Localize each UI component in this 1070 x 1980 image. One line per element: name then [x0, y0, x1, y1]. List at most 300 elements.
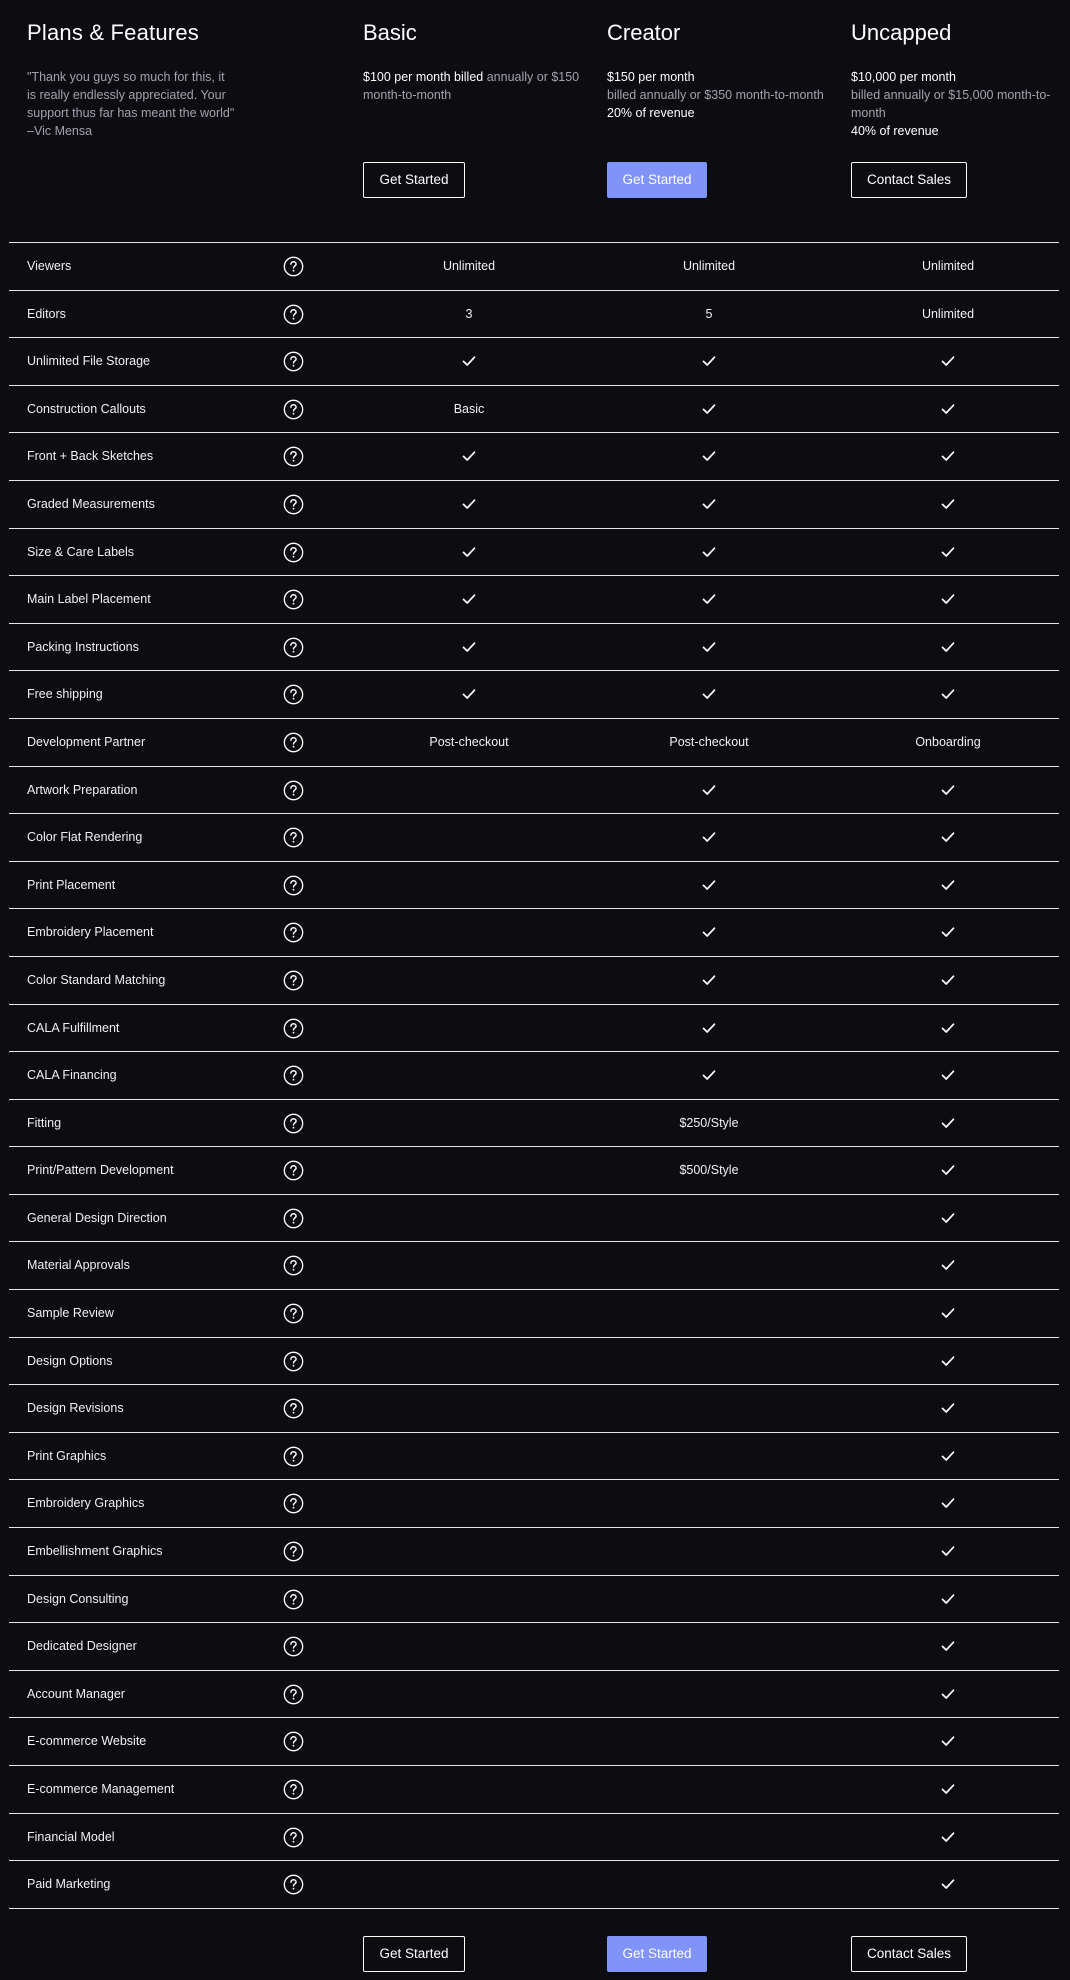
creator-included	[589, 814, 829, 860]
uncapped-included	[828, 1052, 1068, 1098]
checkmark-icon	[940, 1400, 956, 1416]
checkmark-icon	[940, 1876, 956, 1892]
uncapped-included	[828, 1528, 1068, 1574]
creator-not-included	[589, 1623, 829, 1669]
creator-not-included	[589, 1766, 829, 1812]
plan-price-main: $100 per month billed	[363, 70, 484, 84]
basic-not-included	[349, 1052, 589, 1098]
feature-label: Development Partner	[27, 734, 146, 749]
testimonial	[27, 68, 237, 140]
plan-price	[851, 68, 1061, 140]
checkmark-icon	[940, 1353, 956, 1369]
question-circle-icon[interactable]	[283, 1398, 304, 1419]
table-row	[9, 957, 1059, 1005]
uncapped-value	[828, 243, 1068, 289]
table-row	[9, 1623, 1059, 1671]
basic-not-included	[349, 1861, 589, 1907]
creator-not-included	[589, 1814, 829, 1860]
uncapped-value	[828, 719, 1068, 765]
creator-value	[589, 291, 829, 337]
creator-not-included	[589, 1242, 829, 1288]
feature-label: Dedicated Designer	[27, 1639, 137, 1654]
uncapped-included	[828, 1814, 1068, 1860]
checkmark-icon	[940, 1257, 956, 1273]
creator-included	[589, 862, 829, 908]
question-circle-icon[interactable]	[283, 1731, 304, 1752]
checkmark-icon	[701, 591, 717, 607]
page-title: Plans & Features	[27, 20, 199, 45]
creator-not-included	[589, 1718, 829, 1764]
cell-value: Unlimited	[921, 306, 975, 321]
table-row	[9, 1814, 1059, 1862]
checkmark-icon	[940, 353, 956, 369]
uncapped-included	[828, 862, 1068, 908]
uncapped-included	[828, 1623, 1068, 1669]
basic-included	[349, 481, 589, 527]
feature-label: Embellishment Graphics	[27, 1544, 163, 1559]
question-circle-icon[interactable]	[283, 684, 304, 705]
uncapped-included	[828, 1290, 1068, 1336]
plan-price-detail: billed annually or $350 month-to-month	[607, 88, 824, 102]
basic-included	[349, 576, 589, 622]
cell-value: 5	[705, 306, 713, 321]
cell-value: Unlimited	[682, 259, 736, 273]
table-row	[9, 1242, 1059, 1290]
cell-value: Unlimited	[921, 259, 975, 273]
checkmark-icon	[940, 877, 956, 893]
uncapped-included	[828, 1242, 1068, 1288]
cell-value: 3	[465, 306, 473, 321]
checkmark-icon	[701, 639, 717, 655]
question-circle-icon[interactable]	[283, 1351, 304, 1372]
question-circle-icon[interactable]	[283, 256, 304, 277]
plan-basic	[363, 20, 593, 104]
question-circle-icon[interactable]	[283, 1255, 304, 1276]
basic-not-included	[349, 1623, 589, 1669]
table-row	[9, 433, 1059, 481]
question-circle-icon[interactable]	[283, 1636, 304, 1657]
uncapped-included	[828, 1671, 1068, 1717]
creator-not-included	[589, 1385, 829, 1431]
creator-included	[589, 386, 829, 432]
creator-not-included	[589, 1671, 829, 1717]
basic-not-included	[349, 957, 589, 1003]
table-row	[9, 1100, 1059, 1148]
question-circle-icon[interactable]	[283, 1160, 304, 1181]
checkmark-icon	[940, 1067, 956, 1083]
checkmark-icon	[940, 972, 956, 988]
uncapped-included	[828, 338, 1068, 384]
basic-included	[349, 624, 589, 670]
cell-value: Basic	[453, 401, 485, 416]
table-row	[9, 1861, 1059, 1909]
uncapped-included	[828, 909, 1068, 955]
checkmark-icon	[940, 829, 956, 845]
checkmark-icon	[701, 877, 717, 893]
checkmark-icon	[940, 1829, 956, 1845]
question-circle-icon[interactable]	[283, 827, 304, 848]
question-circle-icon[interactable]	[283, 922, 304, 943]
table-row	[9, 481, 1059, 529]
uncapped-included	[828, 1195, 1068, 1241]
plan-price-main: $10,000 per month	[851, 70, 956, 84]
basic-value	[349, 719, 589, 765]
feature-label: General Design Direction	[27, 1210, 167, 1225]
question-circle-icon[interactable]	[283, 446, 304, 467]
creator-included	[589, 1052, 829, 1098]
basic-not-included	[349, 767, 589, 813]
feature-label: Material Approvals	[27, 1258, 130, 1273]
checkmark-icon	[701, 448, 717, 464]
feature-label: CALA Fulfillment	[27, 1020, 120, 1035]
question-circle-icon[interactable]	[283, 1018, 304, 1039]
checkmark-icon	[940, 1733, 956, 1749]
uncapped-included	[828, 1718, 1068, 1764]
basic-get-started-button-bottom[interactable]: Get Started	[363, 1936, 465, 1972]
plan-price	[363, 68, 593, 104]
table-row	[9, 576, 1059, 624]
feature-label: Free shipping	[27, 687, 103, 702]
basic-not-included	[349, 1766, 589, 1812]
table-row	[9, 291, 1059, 339]
table-row	[9, 1671, 1059, 1719]
question-circle-icon[interactable]	[283, 1113, 304, 1134]
creator-not-included	[589, 1480, 829, 1526]
question-circle-icon[interactable]	[283, 351, 304, 372]
basic-not-included	[349, 1147, 589, 1193]
basic-not-included	[349, 1528, 589, 1574]
plan-name: Creator	[607, 20, 681, 45]
feature-label: Construction Callouts	[27, 401, 146, 416]
table-row	[9, 386, 1059, 434]
basic-not-included	[349, 1290, 589, 1336]
checkmark-icon	[940, 401, 956, 417]
question-circle-icon[interactable]	[283, 542, 304, 563]
feature-label: Embroidery Placement	[27, 925, 154, 940]
checkmark-icon	[940, 639, 956, 655]
basic-included	[349, 529, 589, 575]
table-row	[9, 1338, 1059, 1386]
table-row	[9, 909, 1059, 957]
checkmark-icon	[461, 544, 477, 560]
basic-included	[349, 433, 589, 479]
feature-label: Sample Review	[27, 1306, 114, 1321]
feature-label: Design Options	[27, 1353, 113, 1368]
feature-label: Main Label Placement	[27, 592, 151, 607]
feature-label: Account Manager	[27, 1686, 125, 1701]
feature-label: Paid Marketing	[27, 1877, 111, 1892]
table-row	[9, 1433, 1059, 1481]
checkmark-icon	[940, 1543, 956, 1559]
checkmark-icon	[701, 829, 717, 845]
checkmark-icon	[940, 591, 956, 607]
uncapped-included	[828, 1385, 1068, 1431]
creator-not-included	[589, 1338, 829, 1384]
question-circle-icon[interactable]	[283, 780, 304, 801]
feature-label: Size & Care Labels	[27, 544, 135, 559]
creator-not-included	[589, 1195, 829, 1241]
checkmark-icon	[940, 782, 956, 798]
question-circle-icon[interactable]	[283, 1208, 304, 1229]
uncapped-included	[828, 1861, 1068, 1907]
table-row	[9, 529, 1059, 577]
table-row	[9, 862, 1059, 910]
basic-not-included	[349, 909, 589, 955]
creator-included	[589, 529, 829, 575]
basic-value	[349, 386, 589, 432]
checkmark-icon	[701, 496, 717, 512]
question-circle-icon[interactable]	[283, 589, 304, 610]
basic-not-included	[349, 1242, 589, 1288]
plan-price-detail: billed annually or $15,000 month-to-month	[851, 88, 1051, 120]
table-row	[9, 1052, 1059, 1100]
plan-name: Uncapped	[851, 20, 952, 45]
checkmark-icon	[940, 544, 956, 560]
question-circle-icon[interactable]	[283, 1446, 304, 1467]
basic-not-included	[349, 1005, 589, 1051]
feature-comparison-table	[9, 242, 1059, 1909]
question-circle-icon[interactable]	[283, 1589, 304, 1610]
checkmark-icon	[461, 591, 477, 607]
creator-included	[589, 338, 829, 384]
feature-label: E-commerce Management	[27, 1782, 175, 1796]
basic-not-included	[349, 1100, 589, 1146]
table-row	[9, 1576, 1059, 1624]
uncapped-included	[828, 1480, 1068, 1526]
uncapped-included	[828, 957, 1068, 1003]
basic-not-included	[349, 1814, 589, 1860]
table-row	[9, 671, 1059, 719]
basic-not-included	[349, 1671, 589, 1717]
table-row	[9, 1195, 1059, 1243]
basic-not-included	[349, 1338, 589, 1384]
plan-price-detail: annually or $150 month-to-month	[363, 70, 580, 102]
question-circle-icon[interactable]	[283, 1827, 304, 1848]
uncapped-included	[828, 529, 1068, 575]
uncapped-included	[828, 814, 1068, 860]
checkmark-icon	[701, 924, 717, 940]
basic-not-included	[349, 862, 589, 908]
plan-name: Basic	[363, 20, 417, 45]
feature-label: Editors	[27, 306, 66, 321]
checkmark-icon	[701, 1020, 717, 1036]
checkmark-icon	[461, 353, 477, 369]
creator-get-started-button-bottom[interactable]: Get Started	[607, 1936, 707, 1972]
cell-value: $250/Style	[679, 1115, 739, 1130]
cell-value: $500/Style	[679, 1163, 739, 1178]
feature-label: Color Standard Matching	[27, 972, 166, 987]
table-row	[9, 719, 1059, 767]
creator-value	[589, 1100, 829, 1146]
uncapped-included	[828, 433, 1068, 479]
cell-value: Post-checkout	[669, 734, 749, 749]
uncapped-included	[828, 671, 1068, 717]
checkmark-icon	[701, 972, 717, 988]
creator-included	[589, 671, 829, 717]
checkmark-icon	[701, 401, 717, 417]
checkmark-icon	[701, 686, 717, 702]
checkmark-icon	[940, 1448, 956, 1464]
basic-not-included	[349, 1576, 589, 1622]
checkmark-icon	[461, 639, 477, 655]
creator-included	[589, 957, 829, 1003]
feature-label: Print Graphics	[27, 1448, 107, 1463]
creator-included	[589, 909, 829, 955]
feature-label: Print/Pattern Development	[27, 1163, 174, 1178]
creator-value	[589, 719, 829, 765]
feature-label: Color Flat Rendering	[27, 830, 143, 845]
checkmark-icon	[940, 1591, 956, 1607]
plan-revenue-share: 40% of revenue	[851, 124, 939, 138]
basic-not-included	[349, 1718, 589, 1764]
uncapped-value	[828, 291, 1068, 337]
checkmark-icon	[940, 1115, 956, 1131]
checkmark-icon	[940, 1020, 956, 1036]
question-circle-icon[interactable]	[283, 1065, 304, 1086]
creator-not-included	[589, 1290, 829, 1336]
question-circle-icon[interactable]	[283, 1493, 304, 1514]
plan-uncapped	[851, 20, 1061, 140]
plan-creator	[607, 20, 837, 122]
checkmark-icon	[940, 1781, 956, 1797]
basic-not-included	[349, 814, 589, 860]
checkmark-icon	[701, 544, 717, 560]
cell-value: Post-checkout	[429, 734, 509, 749]
creator-included	[589, 1005, 829, 1051]
creator-included	[589, 624, 829, 670]
question-circle-icon[interactable]	[283, 1684, 304, 1705]
checkmark-icon	[701, 782, 717, 798]
checkmark-icon	[940, 686, 956, 702]
question-circle-icon[interactable]	[283, 637, 304, 658]
basic-not-included	[349, 1480, 589, 1526]
basic-value	[349, 243, 589, 289]
checkmark-icon	[940, 1686, 956, 1702]
plan-revenue-share: 20% of revenue	[607, 106, 695, 120]
cell-value: Onboarding	[915, 734, 981, 749]
checkmark-icon	[701, 353, 717, 369]
table-row	[9, 1385, 1059, 1433]
feature-label: CALA Financing	[27, 1068, 117, 1083]
feature-label: Front + Back Sketches	[27, 449, 154, 464]
uncapped-included	[828, 1433, 1068, 1479]
checkmark-icon	[940, 924, 956, 940]
creator-value	[589, 243, 829, 289]
checkmark-icon	[461, 448, 477, 464]
plans-header	[0, 0, 1070, 242]
uncapped-included	[828, 767, 1068, 813]
checkmark-icon	[701, 1067, 717, 1083]
uncapped-included	[828, 1766, 1068, 1812]
creator-included	[589, 767, 829, 813]
basic-not-included	[349, 1433, 589, 1479]
question-circle-icon[interactable]	[283, 970, 304, 991]
feature-label: Packing Instructions	[27, 639, 139, 654]
feature-label: Fitting	[27, 1115, 62, 1130]
uncapped-included	[828, 624, 1068, 670]
feature-label: Embroidery Graphics	[27, 1496, 145, 1511]
uncapped-included	[828, 1338, 1068, 1384]
feature-label: E-commerce Website	[27, 1734, 147, 1749]
feature-label: Artwork Preparation	[27, 782, 138, 797]
checkmark-icon	[940, 448, 956, 464]
checkmark-icon	[940, 1210, 956, 1226]
creator-not-included	[589, 1528, 829, 1574]
question-circle-icon[interactable]	[283, 875, 304, 896]
uncapped-included	[828, 1005, 1068, 1051]
creator-included	[589, 481, 829, 527]
creator-not-included	[589, 1861, 829, 1907]
basic-get-started-button[interactable]: Get Started	[363, 162, 465, 198]
creator-not-included	[589, 1576, 829, 1622]
checkmark-icon	[461, 496, 477, 512]
basic-value	[349, 291, 589, 337]
basic-not-included	[349, 1195, 589, 1241]
plan-price-main: $150 per month	[607, 70, 695, 84]
creator-not-included	[589, 1433, 829, 1479]
feature-label: Design Consulting	[27, 1591, 129, 1606]
checkmark-icon	[940, 1495, 956, 1511]
table-row	[9, 243, 1059, 291]
table-row	[9, 1766, 1059, 1814]
feature-label: Viewers	[27, 259, 72, 273]
creator-included	[589, 433, 829, 479]
question-circle-icon[interactable]	[283, 494, 304, 515]
question-circle-icon[interactable]	[283, 399, 304, 420]
testimonial-quote: "Thank you guys so much for this, it is really endlessly appreciated. Your support thus far has meant the world"	[27, 70, 235, 120]
basic-included	[349, 671, 589, 717]
table-row	[9, 1480, 1059, 1528]
checkmark-icon	[940, 1638, 956, 1654]
checkmark-icon	[940, 1162, 956, 1178]
table-row	[9, 1528, 1059, 1576]
uncapped-included	[828, 386, 1068, 432]
question-circle-icon[interactable]	[283, 1303, 304, 1324]
uncapped-included	[828, 1147, 1068, 1193]
question-circle-icon[interactable]	[283, 1874, 304, 1895]
feature-label: Print Placement	[27, 877, 116, 892]
plan-price	[607, 68, 837, 122]
table-row	[9, 814, 1059, 862]
cell-value: Unlimited	[442, 259, 496, 273]
feature-label: Financial Model	[27, 1829, 115, 1844]
basic-included	[349, 338, 589, 384]
uncapped-included	[828, 1576, 1068, 1622]
question-circle-icon[interactable]	[283, 1541, 304, 1562]
table-row	[9, 624, 1059, 672]
question-circle-icon[interactable]	[283, 732, 304, 753]
creator-value	[589, 1147, 829, 1193]
feature-label: Unlimited File Storage	[27, 354, 150, 369]
checkmark-icon	[940, 1305, 956, 1321]
question-circle-icon[interactable]	[283, 304, 304, 325]
basic-not-included	[349, 1385, 589, 1431]
table-row	[9, 1290, 1059, 1338]
uncapped-included	[828, 576, 1068, 622]
table-row	[9, 767, 1059, 815]
creator-get-started-button[interactable]: Get Started	[607, 162, 707, 198]
checkmark-icon	[940, 496, 956, 512]
question-circle-icon[interactable]	[283, 1779, 304, 1800]
table-row	[9, 338, 1059, 386]
testimonial-author: –Vic Mensa	[27, 124, 93, 138]
feature-label: Graded Measurements	[27, 496, 155, 511]
uncapped-included	[828, 481, 1068, 527]
table-row	[9, 1005, 1059, 1053]
table-row	[9, 1147, 1059, 1195]
uncapped-contact-sales-button[interactable]: Contact Sales	[851, 162, 967, 198]
uncapped-contact-sales-button-bottom[interactable]: Contact Sales	[851, 1936, 967, 1972]
